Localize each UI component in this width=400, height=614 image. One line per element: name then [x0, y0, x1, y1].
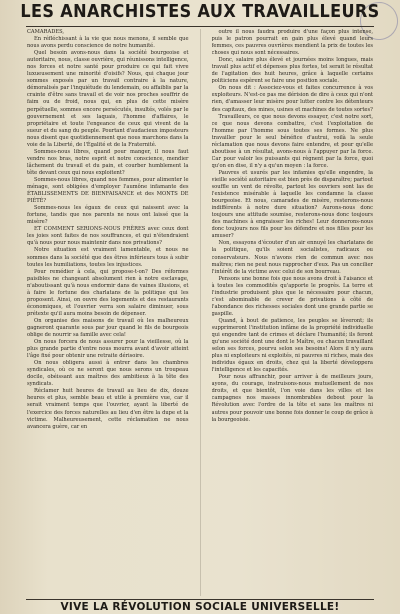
paragraph: On organise des maisons de travail où les malheureux gagneront quarante sous par jour quand le fils de bourgeois oblige de nourrir sa famille avec cela! [27, 317, 189, 339]
paragraph: Sommes-nous libres, quand nos femmes, pour alimenter le ménage, sont obligées d'employer l'aumône infamante des ÉTABLISSEMENTS DE BIENFAISANCE et des MONTS DE PIÉTÉ? [27, 176, 189, 205]
paragraph: Quel besoin avons-nous dans la société bourgeoise et autoritaire, nous, classe ouvrière, qui réunissons intelligence, nos forces et notre santé pour produire ce qui fait vivre luxueusement une minorité d'oisifs? Nous, qui chaque jour sommes exposés par un travail contraire à la nature, démoralisés par l'inquiétude du lendemain, ou affaiblis par la crainte d'être sans travail et de voir nos proches souffrir de faim ou de froid, nous qui, en plus de cette misère perpétuelle, sommes encore persécutés, insultés, volés par le gouvernement et ses laquais, l'homme d'affaires, le propriétaire et toute l'engeance de ceux qui vivent de la sueur et du sang du peuple. Pourtant d'audacieux imposteurs nous disent que quotidiennement que nous marchons dans la voie de la Liberté, de l'Égalité et de la Fraternité. [27, 50, 189, 148]
paragraph: outre il nous faudra produire d'une façon plus intense, puis le patron pourrait en gain plus élevé quand leurs femmes, ces pauvres ouvrières mendient la prix de toutes les choses qui nous sont nécessaires. [211, 29, 373, 57]
paragraph: On nous dit : Associez-vous et faites concurrence à vos exploiteurs. N'est-ce pas me dérision de dire à ceux qui n'ont rien, d'amasser leur misère pour lutter contre les détenteurs des capitaux, des mines, usines et machines de toutes sortes? [211, 85, 373, 113]
salutation: CAMARADES, [27, 29, 65, 35]
paragraph: Pensons une bonne fois que nous avons droit à l'aisance et à toutes les commodités qu'apporte le progrès. La terre et l'industrie produisent plus que le nécessaire pour chacun, c'est abominable de crever de privations à côté de l'abondance des richesses sociales dont une grande partie se gaspille. [211, 275, 373, 317]
left-column [27, 29, 189, 596]
paragraph: Travailleurs, ce que nous devons essayer, c'est notre sort, ce que nous devons combattre, c'est l'exploitation de l'homme par l'homme sous toutes ses formes. Ne plus travailler pour le seul bénéfice d'autrui, voilà la seule réclamation que nous devons faire entendre, et pour qu'elle aboutisse à un résultat, avons-nous à l'appuyer par la force. Car pour valoir les puissants qui règnent par la force, quoi qu'on en dise, il n'y a qu'un moyen : la force. [211, 113, 373, 169]
right-column [212, 29, 374, 596]
paragraph: Sommes-nous les égaux de ceux qui naissent avec la fortune, tandis que nos parents ne nous ont laissé que la misère? [27, 205, 189, 226]
paragraph: Sommes-nous libres, quand pour manger, il nous faut vendre nos bras, notre esprit et notre conscience, mendier lâchement du travail et du pain, et courber humblement la tête devant ceux qui nous exploitent? [27, 148, 189, 176]
paragraph: On nous obligera aussi à entrer dans les chambres syndicales, où ce ne seront que nous serons un troupeau docile, obéissant aux maîtres des ambitieux à la tête des syndicats. [27, 360, 189, 388]
paragraph: Pauvres et usurés par les infamies qu'elle engendre, la vieille société autoritaire est bien près de disparaître; partout souffle un vent de révolte, partout les ouvriers sont las de l'existence misérable à laquelle les condamne la classe bourgeoise. Et nous, camarades de misère, resterons-nous indifférents à notre dure situation? Aurons-nous donc toujours une attitude soumise, resterons-nous donc toujours des machines à engraisser les riches! Leur donnerons-nous donc toujours nos fils pour les défendre et nos filles pour les amuser? [211, 169, 373, 240]
paragraph: Notre situation est vraiment lamentable, et nous ne sommes dans la société que des êtres inférieurs tous à subir toutes les humiliations, toutes les injustices. [27, 247, 189, 268]
paragraph: Donc, salaire plus élevé et journées moins longues, mais travail plus actif et dépenses plus fortes, tel serait le résultat de l'agitation des huit heures, grâce à laquelle certains politiciens espèrent se faire une position sociale. [211, 57, 373, 85]
column-divider [200, 29, 201, 596]
paragraph: En réfléchissant à la vie que nous menons, il semble que nous avons perdu conscience de notre humanité. [27, 36, 189, 50]
footer-slogan: VIVE LA RÉVOLUTION SOCIALE UNIVERSELLE! [60, 601, 340, 613]
paragraph: Pour remédier à cela, qui propose-t-on? Des réformes paisibles ne changeant absolument rien à notre esclavage, n'aboutissant qu'à nous endormir dans de vaines illusions, et à faire le fortune des charlatans de la politique qui les proposent. Ainsi, on ouvre des logements et des restaurants économiques, et l'ouvrier verra son salaire diminuer, sous prétexte qu'il aura moins besoin de dépenser. [27, 268, 189, 317]
footer-rule [26, 599, 374, 600]
page-title: LES ANARCHISTES AUX TRAVAILLEURS [20, 2, 380, 22]
paragraph: On nous forcera de nous assurer pour la vieillesse, où la plus grande partie d'entre nous mourra avant d'avoir atteint l'âge fixé pour obtenir une retraite dérisoire. [27, 339, 189, 360]
article-columns [27, 29, 373, 596]
paragraph: Pour nous affranchir, pour arriver à de meilleurs jours, ayons, du courage, instruisons-nous mutuellement de nos droits, et que bientôt, l'on voie dans les villes et les campagnes nos masses innombrables debout pour la Révolution avec l'ordre de la tête et sans les maîtres ni autres pour pouvoir une bonne fois donner le coup de grâce à la bourgeoisie. [211, 374, 373, 423]
paragraph: Réclamer huit heures de travail au lieu de dix, douze heures et plus, semble beau et utile à première vue, car il serait vraiment temps que l'ouvrier, ayant la liberté de l'exercice des forces naturelles au lieu d'en être la dupe et la victime. Malheureusement, cette réclamation ne nous avancera guère, car en [27, 388, 189, 430]
title-rule [26, 26, 374, 27]
paragraph: Non, essayons d'écouter d'un air ennuyé les charlatans de la politique, qu'ils soient socialistes, radicaux ou conservateurs. Nous n'avons rien de commun avec nos maîtres; rien ne peut nous rapprocher d'eux. Pas un concilier l'intérêt de la victime avec celui de son bourreau. [211, 240, 373, 275]
paragraph: Quand, à bout de patience, les peuples se lèveront; ils supprimeront l'institution infâme de la propriété individuelle qui engendre tant de crimes et déclare l'humanité; ils feront qu'une société dont une dont le Maître, ou chacun travaillant selon ses forces, pourvu selon ses besoins! Alors il n'y aura plus ni exploiteurs ni exploités, ni pauvres ni riches, mais des individus égaux en droits, chez qui la liberté développera l'intelligence et les capacités. [211, 317, 373, 374]
paragraph: ET COMMENT SERIONS-NOUS FRÈRES avec ceux dont les joies sont faites de nos souffrances, et qui n'étendraient qu'à nous pour nous maintenir dans nos privations? [27, 226, 189, 247]
